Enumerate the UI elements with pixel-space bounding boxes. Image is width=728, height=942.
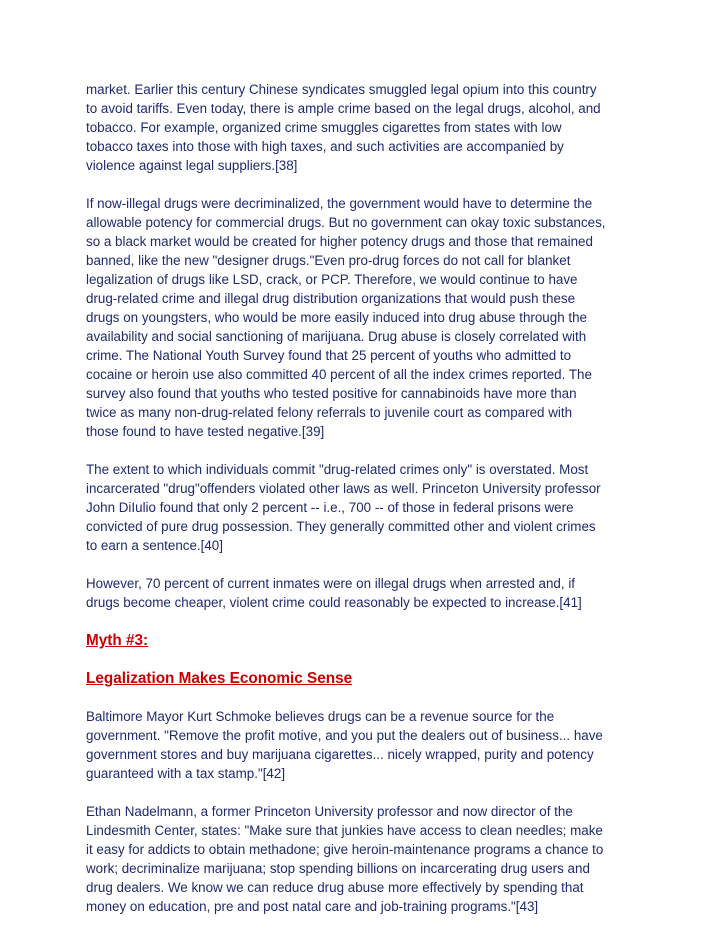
text-line: legalization of drugs like LSD, crack, or PCP. Therefore, we would continue to have (86, 272, 578, 287)
text-line: However, 70 percent of current inmates were on illegal drugs when arrested and, if (86, 576, 576, 591)
text-line: drugs on youngsters, who would be more easily induced into drug abuse through the (86, 310, 587, 325)
text-line: to avoid tariffs. Even today, there is ample crime based on the legal drugs, alcohol, and (86, 101, 601, 116)
text-line: those found to have tested negative.[39] (86, 424, 325, 439)
text-line: incarcerated "drug"offenders violated other laws as well. Princeton University professor (86, 481, 601, 496)
text-line: tobacco. For example, organized crime smuggles cigarettes from states with low (86, 120, 562, 135)
text-line: availability and social sanctioning of marijuana. Drug abuse is closely correlated with (86, 329, 587, 344)
text-line: Ethan Nadelmann, a former Princeton University professor and now director of the (86, 804, 573, 819)
text-line: If now-illegal drugs were decriminalized, the government would have to determine the (86, 196, 593, 211)
myth-heading: Myth #3: (86, 632, 149, 649)
text-line: allowable potency for commercial drugs. But no government can okay toxic substances, (86, 215, 606, 230)
paragraph (86, 80, 646, 175)
paragraph (86, 574, 646, 612)
paragraph (86, 460, 646, 555)
text-line: survey also found that youths who tested positive for cannabinoids have more than (86, 386, 577, 401)
text-line: government stores and buy marijuana cigarettes... nicely wrapped, purity and potency (86, 747, 594, 762)
text-line: it easy for addicts to obtain methadone; give heroin-maintenance programs a chance to (86, 842, 604, 857)
text-line: so a black market would be created for higher potency drugs and those that remained (86, 234, 593, 249)
text-line: money on education, pre and post natal care and job-training programs."[43] (86, 899, 539, 914)
text-line: convicted of pure drug possession. They generally committed other and violent crimes (86, 519, 596, 534)
paragraphs-bottom (86, 707, 646, 916)
text-line: market. Earlier this century Chinese syndicates smuggled legal opium into this country (86, 82, 597, 97)
text-line: crime. The National Youth Survey found that 25 percent of youths who admitted to (86, 348, 572, 363)
text-line: Baltimore Mayor Kurt Schmoke believes drugs can be a revenue source for the (86, 709, 555, 724)
paragraphs-top (86, 80, 646, 612)
text-line: tobacco taxes into those with high taxes, and such activities are accompanied by (86, 139, 564, 154)
text-line: work; decriminalize marijuana; stop spending billions on incarcerating drug users and (86, 861, 590, 876)
text-line: twice as many non-drug-related felony referrals to juvenile court as compared with (86, 405, 573, 420)
text-line: The extent to which individuals commit "drug-related crimes only" is overstated. Most (86, 462, 589, 477)
paragraph (86, 194, 646, 441)
text-line: to earn a sentence.[40] (86, 538, 223, 553)
text-line: banned, like the new "designer drugs."Even pro-drug forces do not call for blanket (86, 253, 571, 268)
text-line: guaranteed with a tax stamp."[42] (86, 766, 286, 781)
paragraph (86, 707, 646, 783)
text-line: drug-related crime and illegal drug distribution organizations that would push these (86, 291, 576, 306)
text-line: cocaine or heroin use also committed 40 percent of all the index crimes reported. The (86, 367, 592, 382)
text-line: violence against legal suppliers.[38] (86, 158, 298, 173)
document-page (86, 80, 646, 935)
text-line: Lindesmith Center, states: "Make sure that junkies have access to clean needles; make (86, 823, 603, 838)
section-heading: Legalization Makes Economic Sense (86, 670, 353, 687)
text-line: John DiIulio found that only 2 percent -- i.e., 700 -- of those in federal prisons were (86, 500, 574, 515)
paragraph (86, 802, 646, 916)
text-line: government. "Remove the profit motive, and you put the dealers out of business... have (86, 728, 603, 743)
text-line: drugs become cheaper, violent crime could reasonably be expected to increase.[41] (86, 595, 582, 610)
text-line: drug dealers. We know we can reduce drug abuse more effectively by spending that (86, 880, 584, 895)
